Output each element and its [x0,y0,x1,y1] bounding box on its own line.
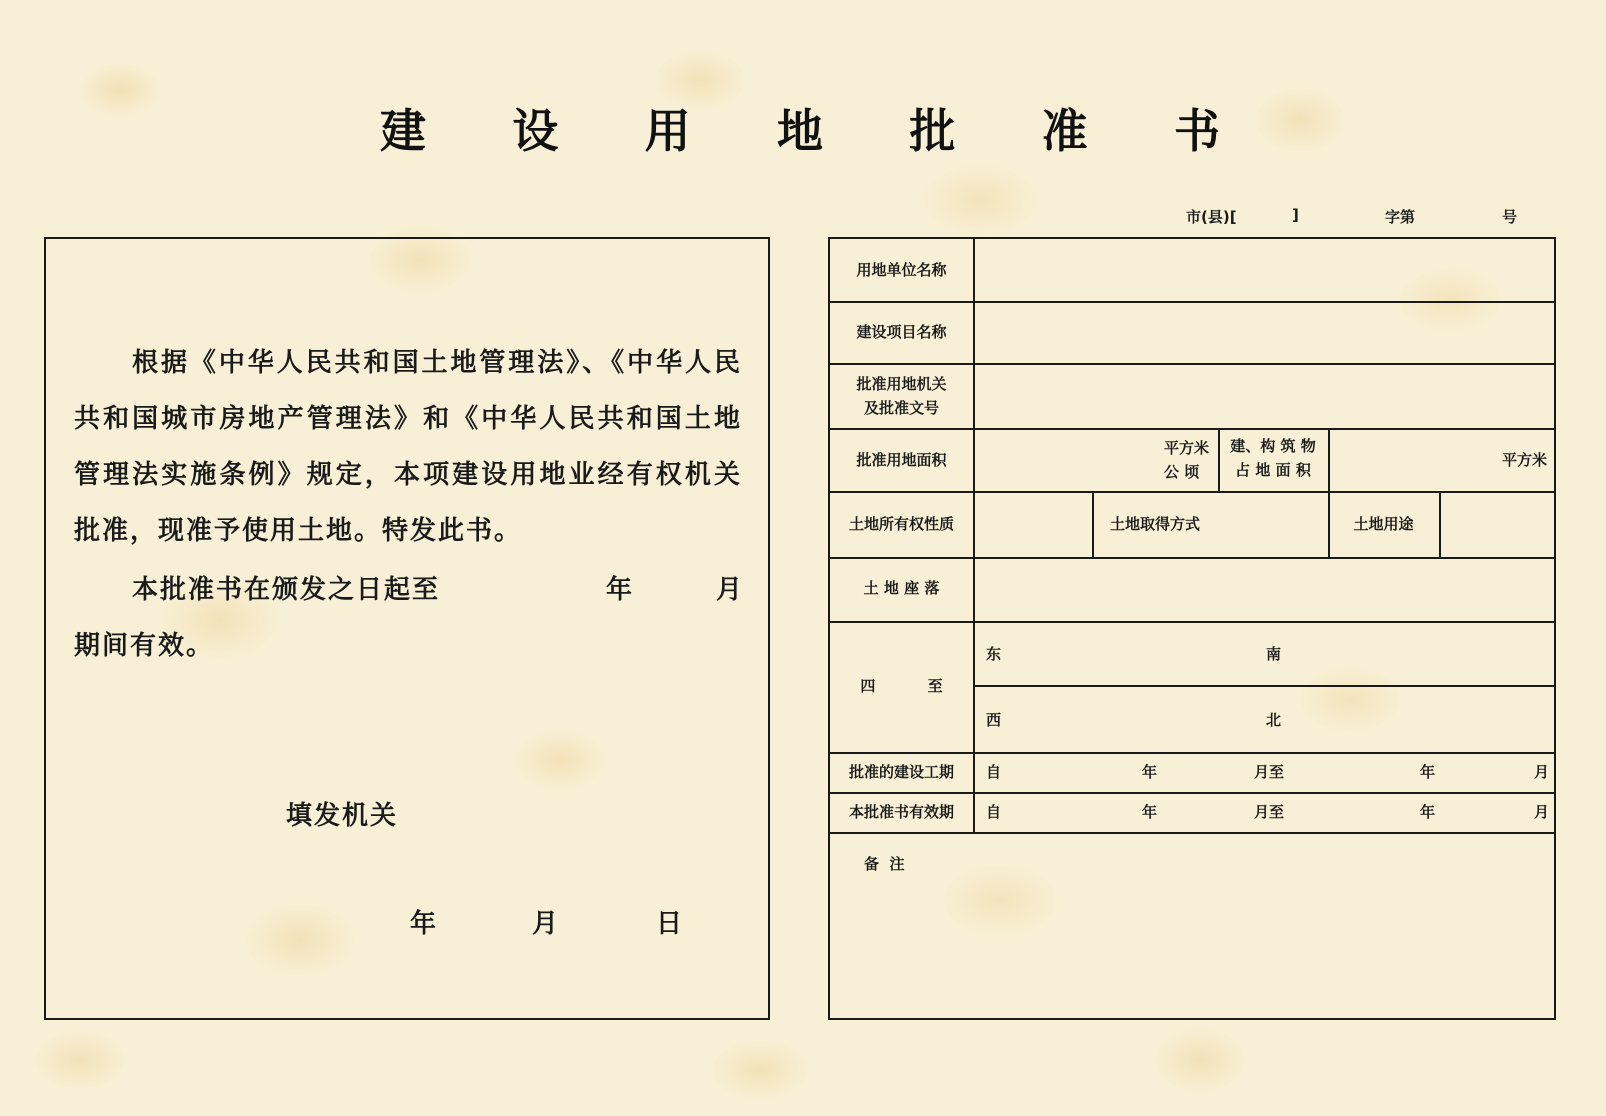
title-char: 建 [380,104,426,158]
row-divider [830,491,1554,493]
label-building-area-2: 占 地 面 积 [1235,461,1311,479]
label-construction-period: 批准的建设工期 [848,763,954,781]
validity-month: 月 [716,575,745,605]
title-char: 准 [1041,104,1088,158]
validity-prefix: 本批准书在颁发之日起至 [132,575,441,605]
validity-year: 年 [606,575,635,605]
boundary-north: 北 [1266,711,1282,729]
title-char: 批 [909,104,956,158]
doc-number-bracket-close: ] [1292,206,1299,224]
vp-from: 自 [986,803,1002,821]
label-boundaries: 四 至 [860,677,943,695]
statement-paragraph: 根据《中华人民共和国土地管理法》、《中华人民共和国城市房地产管理法》和《中华人民共和国土地管理法实施条例》规定，本项建设用地业经有权机关批准，现准予使用土地。特发此书。 [74,348,742,546]
label-approved-area: 批准用地面积 [856,451,947,469]
boundary-east: 东 [986,645,1002,663]
doc-number-zidi: 字第 [1385,208,1416,226]
cp-from: 自 [986,763,1002,781]
label-building-area-1: 建、构 筑 物 [1230,437,1316,455]
cp-month-to: 月至 [1254,763,1285,781]
vp-year-1: 年 [1142,803,1158,821]
issue-date-day: 日 [656,909,683,939]
vp-month-to: 月至 [1254,803,1285,821]
issuing-authority-label: 填发机关 [286,801,399,831]
title-char: 地 [776,104,823,158]
label-approval-org-2: 及批准文号 [863,399,939,417]
validity-row [74,562,745,618]
boundary-south: 南 [1266,645,1282,663]
label-unit-name: 用地单位名称 [856,261,947,279]
row-divider [830,752,1554,754]
row-divider [830,792,1554,794]
label-location: 土 地 座 落 [863,579,940,597]
doc-number-prefix: 市(县)[ [1186,208,1237,226]
unit-sqm: 平方米 [1164,439,1210,457]
row-divider [830,621,1554,623]
label-acquisition: 土地取得方式 [1109,515,1200,533]
cp-year-2: 年 [1420,763,1436,781]
row-divider [830,363,1554,365]
label-validity-period: 本批准书有效期 [848,803,954,821]
validity-suffix: 期间有效。 [74,631,215,661]
boundary-west: 西 [986,711,1002,729]
cp-year-1: 年 [1142,763,1158,781]
document-title [380,98,1220,158]
label-ownership: 土地所有权性质 [848,515,954,533]
unit-hectare: 公 顷 [1164,463,1200,481]
column-divider [1439,491,1441,557]
title-char: 书 [1173,104,1220,158]
vp-year-2: 年 [1420,803,1436,821]
label-land-use: 土地用途 [1353,515,1414,533]
land-info-table [828,237,1556,1020]
column-divider [1328,428,1330,557]
vp-month-2: 月 [1534,803,1550,821]
unit-building-sqm: 平方米 [1502,451,1548,469]
row-divider [973,685,1554,687]
row-divider [830,301,975,303]
issue-date-year: 年 [410,909,437,939]
row-divider [830,557,1554,559]
cp-month-2: 月 [1534,763,1550,781]
title-char: 设 [512,104,559,158]
row-divider [973,301,1554,303]
doc-number-hao: 号 [1502,208,1518,226]
label-project-name: 建设项目名称 [856,323,947,341]
label-approval-org-1: 批准用地机关 [856,375,947,393]
label-remarks: 备 注 [864,855,905,873]
issue-date-month: 月 [532,909,559,939]
approval-statement-box [44,237,770,1020]
column-divider [973,239,975,832]
row-divider [830,832,1554,834]
row-divider [830,428,1554,430]
title-char: 用 [644,104,691,158]
